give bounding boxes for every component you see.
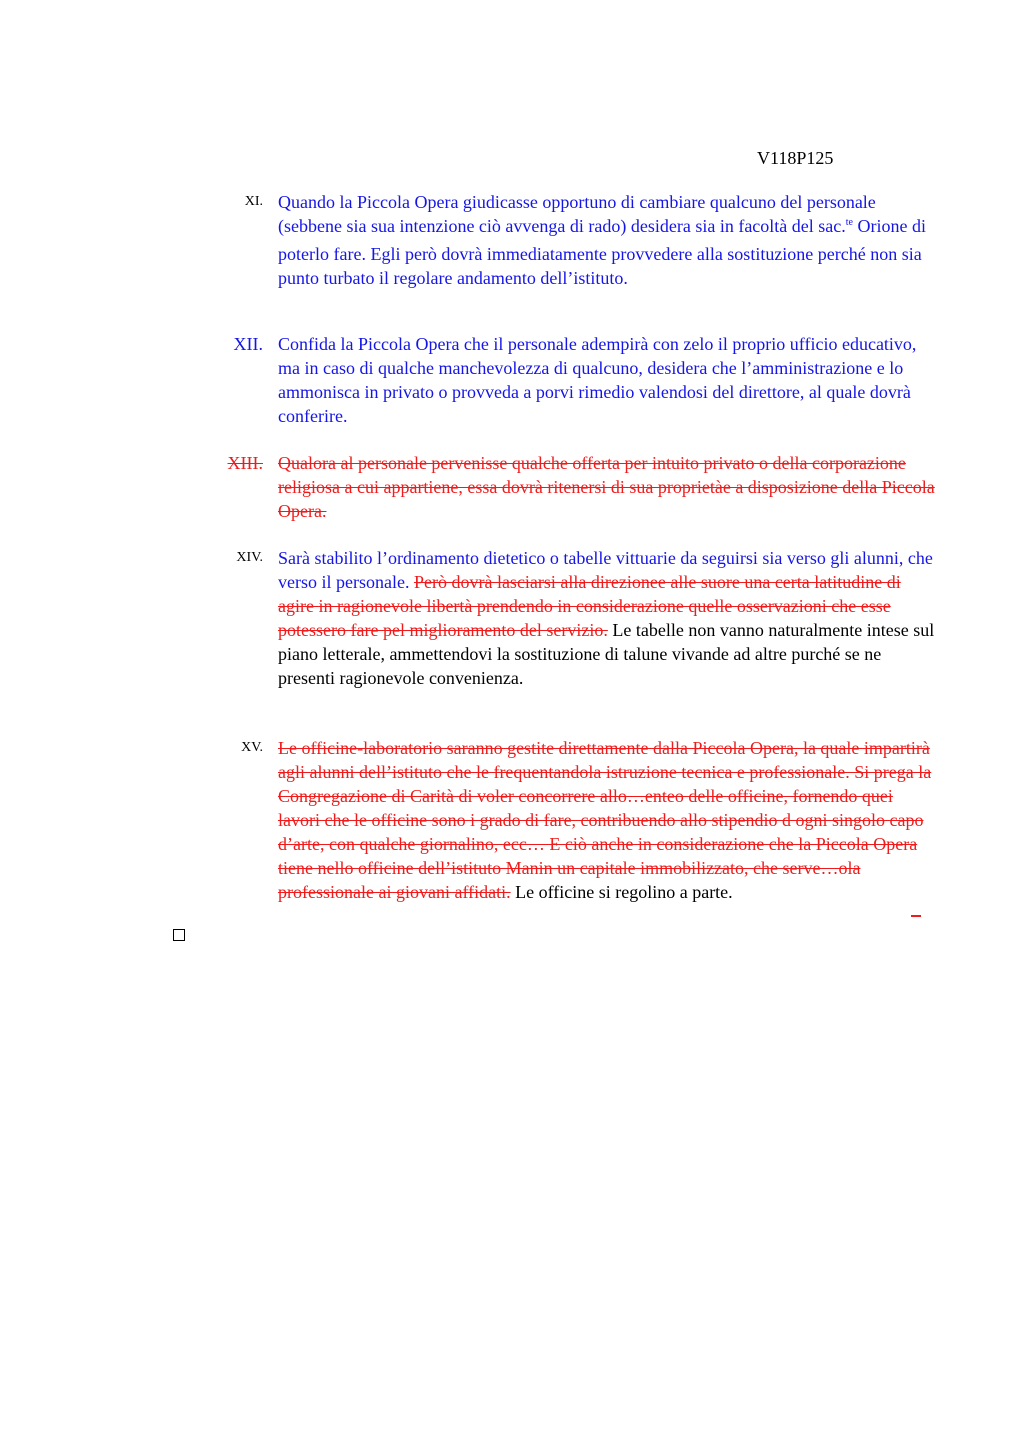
added-text: Sarà stabilito l’ordinamento dietetico o tabelle vittuarie da seguirsi sia verso gli alunni, che verso il personale. — [278, 548, 933, 592]
deleted-text: Le officine-laboratorio saranno gestite direttamente dalla Piccola Opera, la quale impartirà agli alunni dell’istituto che le frequentandola istruzione tecnica e professionale. Si prega la Congregazione di Carità di voler concorrere allo…enteo delle officine, fornendo quei lavori che le officine sono i grado di fare, contribuendo allo stipendio d ogni singolo capo d’arte, con qualche giornalino, ecc… E ciò anche in considerazione che la Piccola Opera tiene nello officine dell’istituto Manin un capitale immobilizzato, che serve…ola professionale ai giovani affidati. — [278, 738, 932, 902]
article-text — [278, 332, 938, 428]
deleted-text: Qualora al personale pervenisse qualche offerta per intuito privato o della corporazione religiosa a cui appartiene, essa dovrà ritenersi di sua proprietàe a disposizione della Piccola Opera. — [278, 453, 935, 521]
article-number: XII. — [233, 334, 263, 354]
added-text: te — [845, 217, 853, 228]
article-text — [278, 736, 938, 904]
article-text — [278, 451, 938, 523]
plain-text: Le officine si regolino a parte. — [510, 882, 733, 902]
checkbox[interactable] — [173, 929, 185, 941]
article-text — [278, 190, 938, 290]
page-id: V118P125 — [757, 148, 834, 168]
added-text: Orione di poterlo fare. Egli però dovrà immediatamente provvedere alla sostituzione perché non sia punto turbato il regolare andamento dell’istituto. — [278, 216, 926, 288]
article-number: XIII. — [227, 453, 263, 473]
article-number: XV. — [241, 740, 263, 755]
article-number: XI. — [244, 194, 263, 209]
article-number: XIV. — [236, 550, 263, 565]
deletion-mark — [911, 915, 921, 917]
article-text — [278, 546, 938, 690]
deleted-text: Però dovrà lasciarsi alla direzionee alle suore una certa latitudine di agire in ragionevole libertà prendendo in considerazione quelle osservazioni che esse potessero fare pel miglioramento del servizio. — [278, 572, 901, 640]
added-text: Quando la Piccola Opera giudicasse opportuno di cambiare qualcuno del personale (sebbene sia sua intenzione ciò avvenga di rado) desidera sia in facoltà del sac. — [278, 192, 876, 236]
added-text: Confida la Piccola Opera che il personale adempirà con zelo il proprio ufficio educativo, ma in caso di qualche manchevolezza di qualcuno, desidera che l’amministrazione e lo ammonisca in privato o provveda a porvi rimedio valendosi del direttore, al quale dovrà conferire. — [278, 334, 917, 426]
plain-text: Le tabelle non vanno naturalmente intese sul piano letterale, ammettendovi la sostituzione di talune vivande ad altre purché se ne presenti ragionevole convenienza. — [278, 620, 935, 688]
